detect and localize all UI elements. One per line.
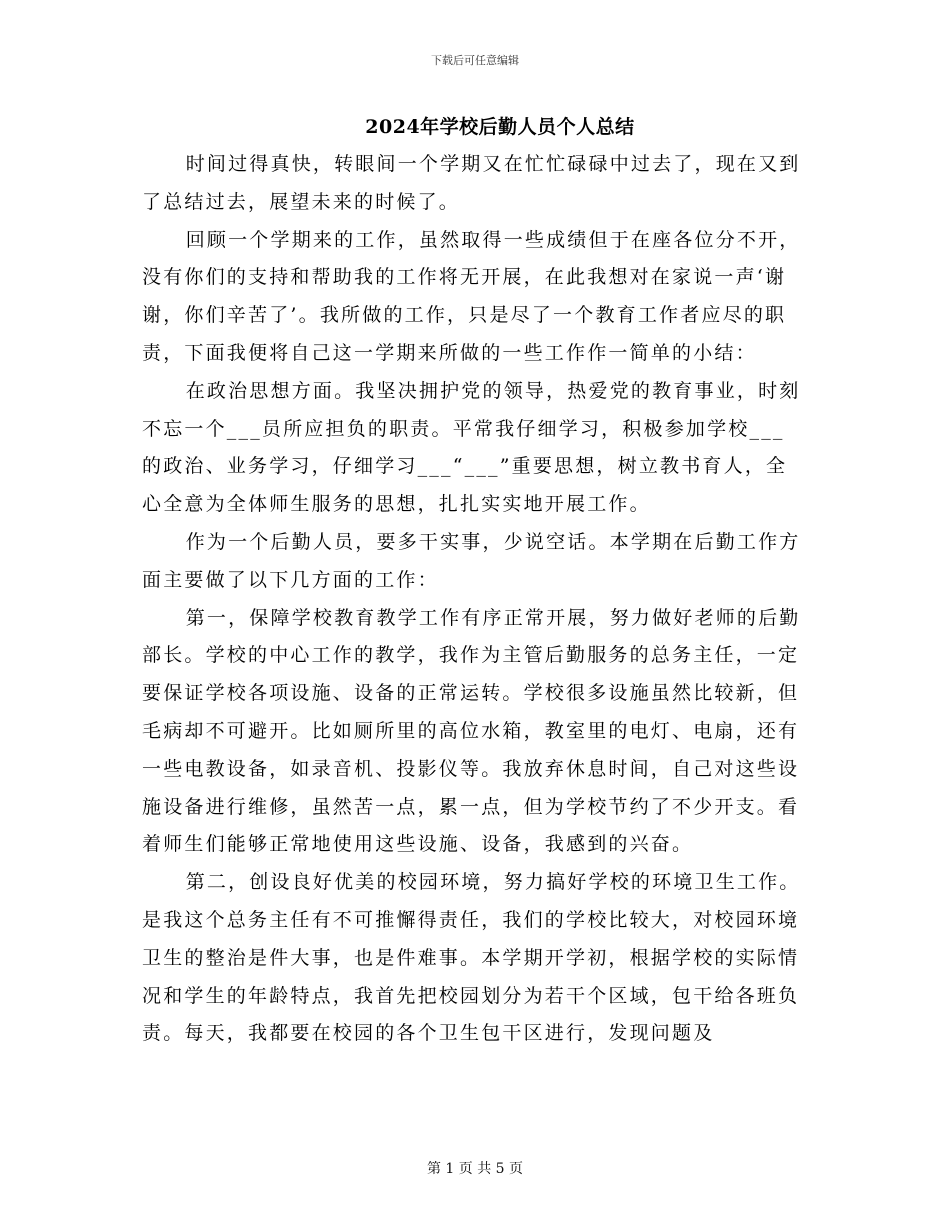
paragraph: 时间过得真快，转眼间一个学期又在忙忙碌碌中过去了，现在又到了总结过去，展望未来的时候了。 — [142, 153, 801, 213]
header-note: 下载后可任意编辑 — [431, 54, 519, 67]
document-body — [142, 146, 802, 1053]
paragraph: 第一，保障学校教育教学工作有序正常开展，努力做好老师的后勤部长。学校的中心工作的教学，我作为主管后勤服务的总务主任，一定要保证学校各项设施、设备的正常运转。学校很多设施虽然比较新，但毛病却不可避开。比如厕所里的高位水箱，教室里的电灯、电扇，还有一些电教设备，如录音机、投影仪等。我放弃休息时间，自己对这些设施设备进行维修，虽然苦一点，累一点，但为学校节约了不少开支。看着师生们能够正常地使用这些设施、设备，我感到的兴奋。 — [142, 606, 801, 856]
document-title: 2024年学校后勤人员个人总结 — [365, 116, 635, 138]
paragraph: 回顾一个学期来的工作，虽然取得一些成绩但于在座各位分不开，没有你们的支持和帮助我的工作将无开展，在此我想对在家说一声‘谢谢，你们辛苦了’。我所做的工作，只是尽了一个教育工作者应尽的职责，下面我便将自己这一学期来所做的一些工作作一简单的小结： — [142, 228, 801, 364]
paragraph: 第二，创设良好优美的校园环境，努力搞好学校的环境卫生工作。是我这个总务主任有不可推懈得责任，我们的学校比较大，对校园环境卫生的整治是件大事，也是件难事。本学期开学初，根据学校的实际情况和学生的年龄特点，我首先把校园划分为若干个区域，包干给各班负责。每天，我都要在校园的各个卫生包干区进行，发现问题及 — [142, 871, 801, 1045]
paragraph: 作为一个后勤人员，要多干实事，少说空话。本学期在后勤工作方面主要做了以下几方面的工作： — [142, 530, 801, 591]
page-number-footer: 第 1 页 共 5 页 — [426, 1161, 524, 1177]
paragraph: 在政治思想方面。我坚决拥护党的领导，热爱党的教育事业，时刻不忘一个___员所应担负的职责。平常我仔细学习，积极参加学校___的政治、业务学习，仔细学习___“___”重要思想，树立教书育人，全心全意为全体师生服务的思想，扎扎实实地开展工作。 — [142, 379, 801, 516]
